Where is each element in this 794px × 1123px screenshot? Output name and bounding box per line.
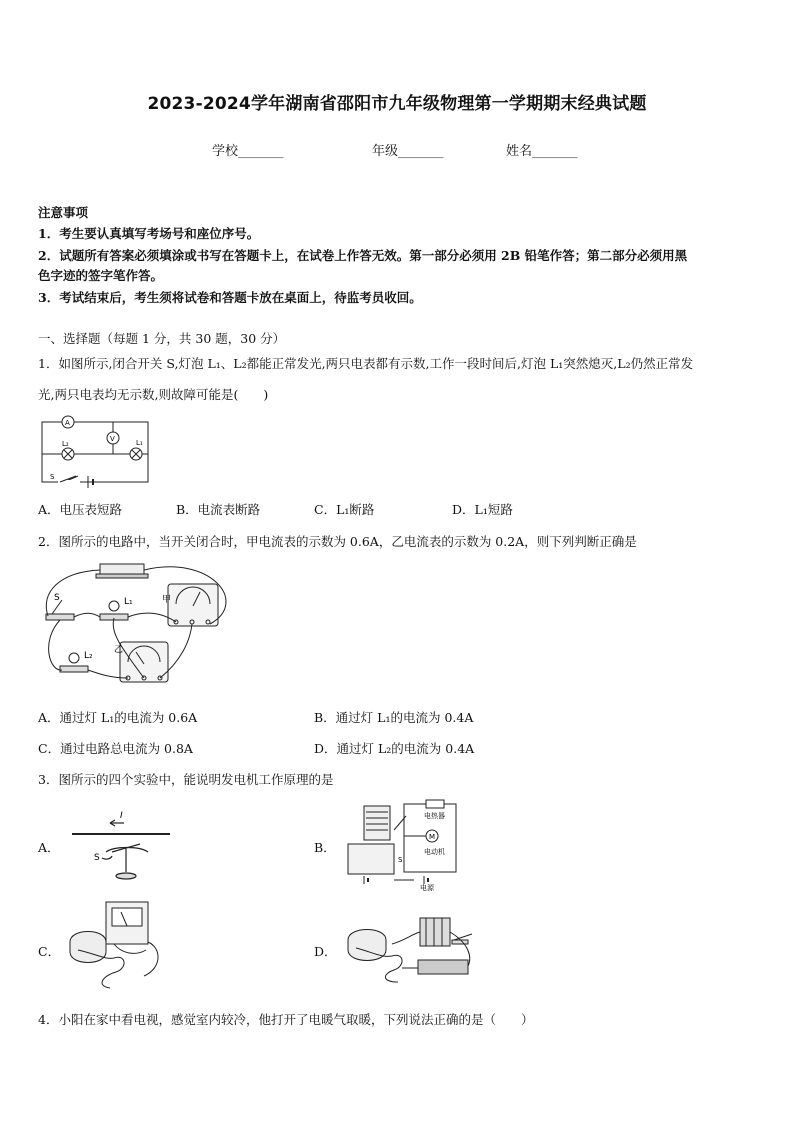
q3-label-c[interactable]: C． <box>38 944 61 959</box>
switch-label: S <box>398 856 403 864</box>
q3-figure-b <box>344 800 464 890</box>
q1-stem-line2: 光,两只电表均无示数,则故障可能是( ) <box>38 387 269 402</box>
q3-figure-a <box>70 806 180 886</box>
s-pole-label: S <box>94 853 100 863</box>
notes-item: 3．考试结束后，考生须将试卷和答题卡放在桌面上，待监考员收回。 <box>38 290 422 305</box>
power-label: 电源 <box>420 884 434 892</box>
q1-stem-line1: 1．如图所示,闭合开关 S,灯泡 L₁、L₂都能正常发光,两只电表都有示数,工作一段时间后,灯泡 L₁突然熄灭,L₂仍然正常发 <box>38 356 694 371</box>
q2-option-a[interactable]: A．通过灯 L₁的电流为 0.6A <box>38 710 198 725</box>
section-heading: 一、选择题（每题 1 分，共 30 题，30 分） <box>38 331 286 346</box>
q2-l2-label: L₂ <box>84 651 93 661</box>
motor-label: 电动机 <box>424 848 445 856</box>
q1-circuit-figure <box>38 418 158 488</box>
q2-option-d[interactable]: D．通过灯 L₂的电流为 0.4A <box>314 741 475 756</box>
notes-item: 1．考生要认真填写考场号和座位序号。 <box>38 226 260 241</box>
q2-option-c[interactable]: C．通过电路总电流为 0.8A <box>38 741 193 756</box>
l2-label: L₂ <box>62 440 69 448</box>
q3-figure-d <box>342 914 482 984</box>
q1-option-a[interactable]: A．电压表短路 <box>38 502 123 517</box>
q3-label-b[interactable]: B． <box>314 840 336 855</box>
q2-jia-label: 甲 <box>162 595 172 605</box>
current-label: I <box>120 811 123 821</box>
ammeter-label: A <box>65 419 70 427</box>
q1-option-c[interactable]: C．L₁断路 <box>314 502 375 517</box>
q3-stem: 3．图所示的四个实验中，能说明发电机工作原理的是 <box>38 772 334 787</box>
heater-label: 电热器 <box>424 812 445 820</box>
page-title: 2023-2024学年湖南省邵阳市九年级物理第一学期期末经典试题 <box>147 94 647 114</box>
l1-label: L₁ <box>136 439 143 447</box>
notes-heading: 注意事项 <box>38 205 89 220</box>
q4-stem: 4．小阳在家中看电视，感觉室内较冷，他打开了电暖气取暖，下列说法正确的是（ ） <box>38 1012 534 1027</box>
q2-l1-label: L₁ <box>124 597 133 607</box>
q2-circuit-figure <box>40 562 240 692</box>
q1-option-b[interactable]: B．电流表断路 <box>176 502 261 517</box>
motor-symbol: M <box>429 833 436 841</box>
q2-option-b[interactable]: B．通过灯 L₁的电流为 0.4A <box>314 710 474 725</box>
switch-label: S <box>50 473 55 481</box>
notes-item: 色字迹的签字笔作答。 <box>38 268 164 283</box>
q1-option-d[interactable]: D．L₁短路 <box>452 502 513 517</box>
q3-label-d[interactable]: D． <box>314 944 337 959</box>
grade-field[interactable]: 年级_______ <box>372 144 444 159</box>
q2-stem: 2．图所示的电路中，当开关闭合时，甲电流表的示数为 0.6A，乙电流表的示数为 0.2A，则下列判断正确是 <box>38 534 637 549</box>
name-field[interactable]: 姓名_______ <box>506 144 578 159</box>
voltmeter-label: V <box>110 435 115 443</box>
q2-switch-label: S <box>54 593 60 603</box>
school-field[interactable]: 学校_______ <box>212 144 284 159</box>
q3-figure-c <box>66 898 166 993</box>
q2-yi-label: 乙 <box>114 645 124 655</box>
notes-item: 2．试题所有答案必须填涂或书写在答题卡上，在试卷上作答无效。第一部分必须用 2B 铅笔作答；第二部分必须用黑 <box>38 248 688 263</box>
q3-label-a[interactable]: A． <box>38 840 60 855</box>
